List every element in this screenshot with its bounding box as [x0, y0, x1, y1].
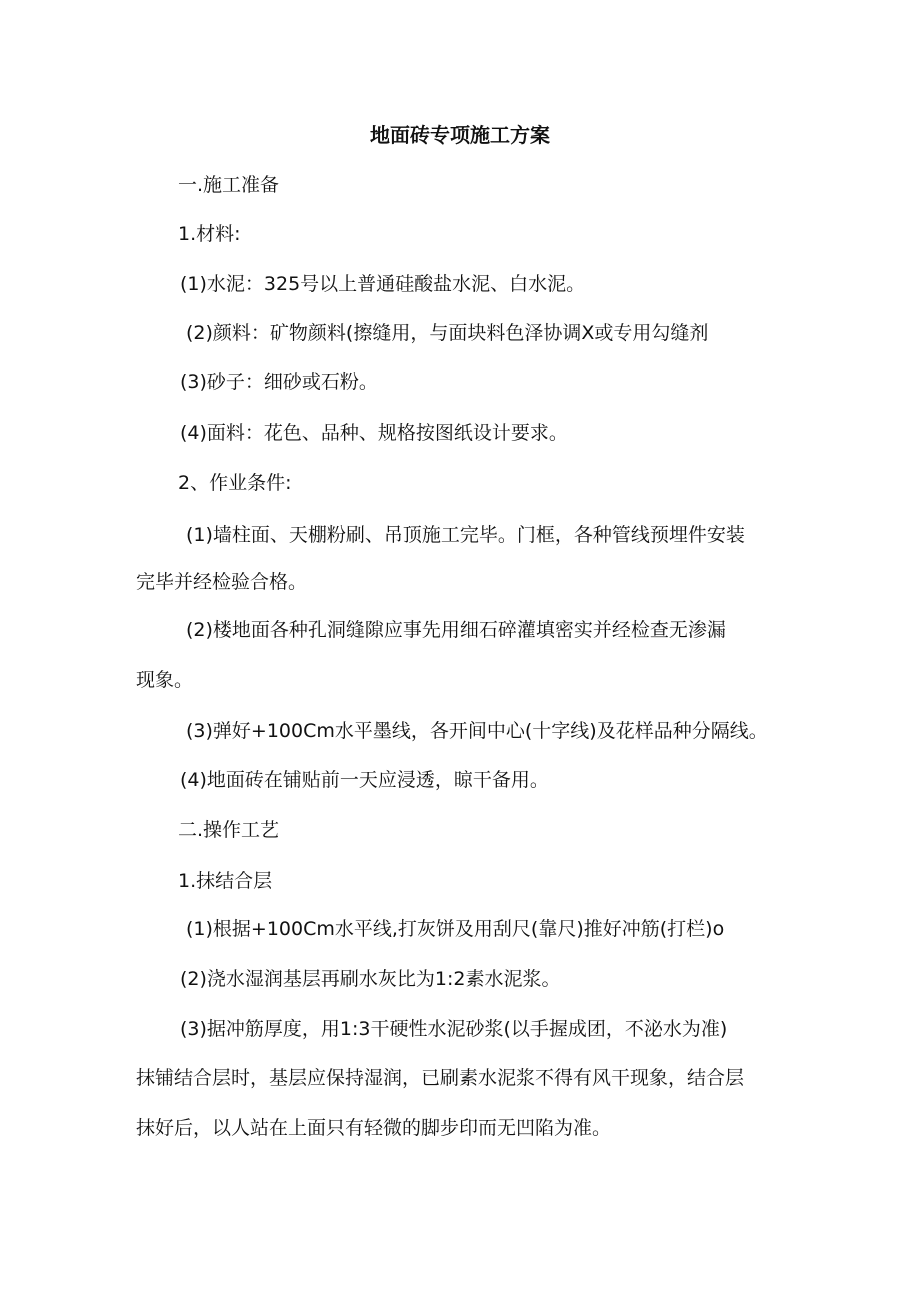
paragraph-line: (2)颜料：矿物颜料(擦缝用，与面块料色泽协调X或专用勾缝剂 [186, 322, 709, 344]
paragraph-line: (3)据冲筋厚度，用1:3干硬性水泥砂浆(以手握成团，不泌水为准) [180, 1018, 728, 1040]
document-title: 地面砖专项施工方案 [370, 123, 550, 147]
paragraph-line: 抹好后，以人站在上面只有轻微的脚步印而无凹陷为准。 [136, 1117, 612, 1139]
paragraph-line: (1)水泥：325号以上普通硅酸盐水泥、白水泥。 [180, 273, 586, 295]
section-heading-process: 二.操作工艺 [178, 819, 280, 841]
paragraph-line: (4)面料：花色、品种、规格按图纸设计要求。 [180, 422, 568, 444]
paragraph-line: (1)墙柱面、天棚粉刷、吊顶施工完毕。门框，各种管线预埋件安装 [186, 524, 745, 546]
paragraph-line: 现象。 [136, 669, 194, 691]
paragraph-line: 抹铺结合层时，基层应保持湿润，已刷素水泥浆不得有风干现象，结合层 [136, 1067, 745, 1089]
paragraph-line: 完毕并经检验合格。 [136, 571, 308, 593]
paragraph-line: (1)根据+100Cm水平线,打灰饼及用刮尺(靠尺)推好冲筋(打栏)o [186, 918, 725, 940]
subsection-heading-conditions: 2、作业条件: [178, 472, 292, 494]
subsection-heading-materials: 1.材料: [178, 223, 241, 245]
section-heading-preparation: 一.施工准备 [178, 174, 280, 196]
paragraph-line: (3)砂子：细砂或石粉。 [180, 371, 378, 393]
paragraph-line: (2)楼地面各种孔洞缝隙应事先用细石碎灌填密实并经检查无渗漏 [186, 619, 726, 641]
subsection-heading-bonding-layer: 1.抹结合层 [178, 870, 273, 892]
paragraph-line: (2)浇水湿润基层再刷水灰比为1:2素水泥浆。 [180, 968, 561, 990]
paragraph-line: (4)地面砖在铺贴前一天应浸透，晾干备用。 [180, 769, 549, 791]
paragraph-line: (3)弹好+100Cm水平墨线，各开间中心(十字线)及花样品种分隔线。 [186, 720, 768, 742]
